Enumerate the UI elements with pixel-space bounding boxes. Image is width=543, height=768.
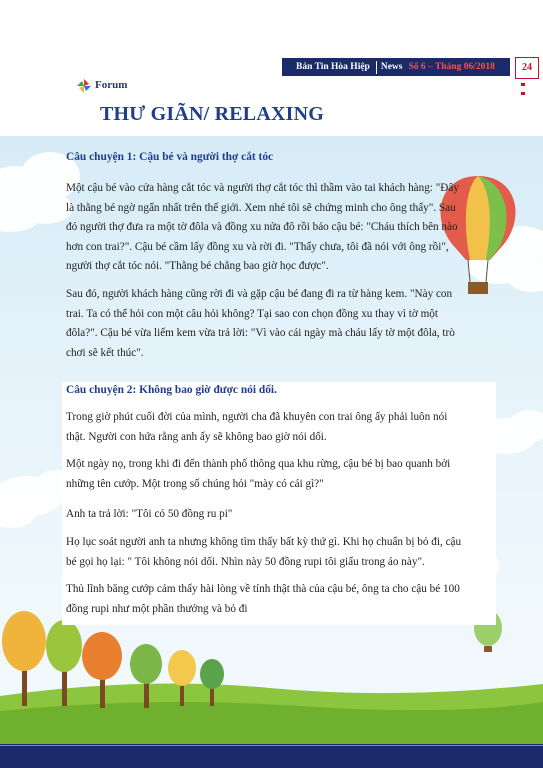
footer-bar [0, 746, 543, 768]
header-strip [282, 58, 510, 76]
text-line: hơn con trai?". Cậu bé cầm lấy đồng xu và rời đi. "Thấy chưa, tôi đã nói với ông rồi", [66, 240, 449, 253]
text-line: những tên cướp. Một trong số chúng hỏi "mày có cái gì?" [66, 477, 324, 490]
text-line: thật. Người con hứa rằng anh ấy sẽ không bao giờ nói dối. [66, 430, 327, 443]
text-line: đồng rupi như một phần thưởng và bỏ đi [66, 602, 248, 615]
section-name: News [380, 62, 403, 72]
text-line: là thằng bé ngờ ngẩn nhất trên thế giới. Xem nhé tôi sẽ chứng minh cho ông thấy". Sau [66, 201, 456, 214]
text-line: trai. Ta có thể hỏi con một câu hỏi không? Tại sao con chọn đồng xu thay vì tờ một [66, 307, 438, 320]
story2-para2 [66, 455, 492, 494]
story1 [66, 148, 492, 168]
text-line: Một ngày nọ, trong khi đi đến thành phố thông qua khu rừng, cậu bé bị bao quanh bởi [66, 458, 451, 470]
text-line: chơi sẽ kết thúc". [66, 346, 144, 359]
story2-heading: Câu chuyện 2: Không bao giờ được nói dối. [66, 384, 277, 396]
text-line: Trong giờ phút cuối đời của mình, người cha đã khuyên con trai ông ấy phải luôn nói [66, 411, 448, 423]
story1-heading: Câu chuyện 1: Cậu bé và người thợ cắt tóc [66, 151, 274, 163]
red-marks [521, 83, 525, 101]
story1-para1 [66, 179, 492, 277]
pinwheel-icon [77, 79, 91, 93]
story2-para4 [66, 533, 492, 572]
footer-line [0, 744, 543, 745]
story1-para2 [66, 285, 492, 363]
text-line: Thủ lĩnh băng cướp cảm thấy hài lòng về tính thật thà của cậu bé, ông ta cho cậu bé 100 [66, 583, 460, 595]
text-line: Sau đó, người khách hàng cũng rời đi và gặp cậu bé đang đi ra từ hàng kem. "Này con [66, 288, 453, 300]
text-line: đó người thợ đưa ra một tờ đôla và đồng xu nửa đô rồi bảo cậu bé: "Cháu thích bên nào [66, 221, 458, 234]
story2-para3 [66, 505, 492, 525]
publication-name: Bản Tin Hòa Hiệp [296, 62, 370, 72]
story2-para5 [66, 580, 492, 619]
story2 [66, 381, 492, 401]
page-number: 24 [515, 57, 539, 79]
text-line: đôla?". Cậu bé vừa liếm kem vừa trả lời: "Vì vào cái ngày mà cháu lấy tờ một đôla, trò [66, 327, 455, 340]
text-line: Anh ta trả lời: "Tôi có 50 đồng ru pi" [66, 508, 233, 520]
text-line: Một cậu bé vào cửa hàng cắt tóc và người thợ cắt tóc thì thầm vào tai khách hàng: "Đây [66, 182, 459, 194]
issue-label: Số 6 – Tháng 06/2018 [408, 62, 495, 72]
header-separator [376, 61, 377, 74]
text-line: Họ lục soát người anh ta nhưng không tìm thấy bất kỳ thứ gì. Khi họ chuẩn bị bỏ đi, cậu [66, 536, 462, 548]
text-line: bé gọi họ lại: " Tôi không nói dối. Nhìn này 50 đồng rupi tôi giấu trong áo này". [66, 555, 425, 568]
story2-para1 [66, 408, 492, 447]
text-line: người thợ cắt tóc nói. "Thằng bé chẳng bao giờ học được". [66, 260, 329, 273]
page-title: THƯ GIÃN/ RELAXING [100, 103, 324, 125]
forum-label: Forum [95, 79, 128, 91]
